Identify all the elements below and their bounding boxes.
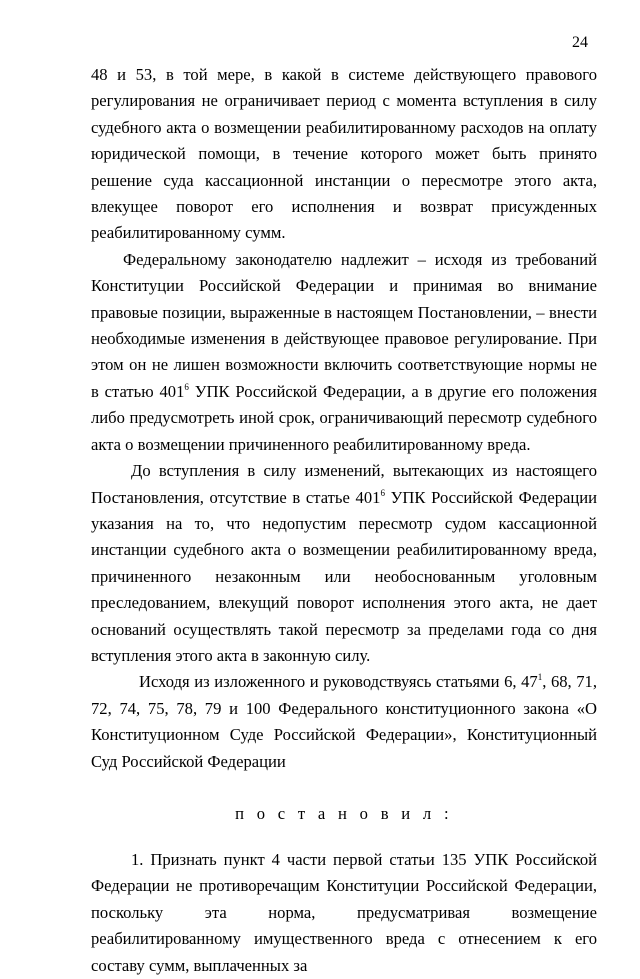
paragraph-text: Исходя из изложенного и руководствуясь статьями 6, 47: [139, 672, 538, 692]
paragraph-text: , 68, 71, 72, 74, 75, 78, 79 и 100 Федерального конституционного закона «О Конституционном Суде Российской Федерации», Конституционный Суд Российской Федерации: [91, 672, 597, 771]
paragraph-continuation: 48 и 53, в той мере, в какой в системе действующего правового регулирования не ограничивает период с момента вступления в силу судебного акта о возмещении реабилитированному расходов на оплату юридической помощи, в течение которого может быть принято решение суда кассационной инстанции о пересмотре этого акта, влекущее поворот его исполнения и возврат присужденных реабилитированному сумм.: [91, 65, 597, 243]
paragraph-basis: [91, 669, 597, 775]
paragraph-text: УПК Российской Федерации, а в другие его положения либо предусмотреть иной срок, ограничивающий пересмотр судебного акта о возмещении причиненного реабилитированному вреда.: [91, 381, 597, 454]
superscript: 6: [380, 487, 385, 498]
paragraph-text: УПК Российской Федерации указания на то, что недопустим пересмотр судом кассационной инстанции судебного акта о возмещении реабилитированному вреда, причиненного незаконным или необоснованным уголовным преследованием, влекущий поворот исполнения этого акта, не дает оснований осуществлять такой пересмотр за пределами года со дня вступления этого акта в законную силу.: [91, 487, 597, 665]
paragraph-until-changes: [91, 458, 597, 669]
resolution-heading: п о с т а н о в и л :: [235, 803, 453, 823]
paragraph-legislator-duty: [91, 247, 597, 458]
document-body: [91, 62, 597, 979]
superscript: 1: [537, 672, 543, 683]
superscript: 6: [184, 381, 189, 392]
paragraph-text: До вступления в силу изменений, вытекающих из настоящего Постановления, отсутствие в статье 401: [91, 461, 597, 507]
paragraph-resolution-item-1: 1. Признать пункт 4 части первой статьи 135 УПК Российской Федерации не противоречащим Конституции Российской Федерации, поскольку эта норма, предусматривая возмещение реабилитированному имущественного вреда с отнесением к его составу сумм, выплаченных за: [91, 849, 597, 975]
page-number: 24: [572, 34, 588, 51]
paragraph-text: Федеральному законодателю надлежит – исходя из требований Конституции Российской Федерации и принимая во внимание правовые позиции, выраженные в настоящем Постановлении, – внести необходимые изменения в действующее правовое регулирование. При этом он не лишен возможности включить соответствующие нормы не в статью 401: [91, 249, 597, 401]
